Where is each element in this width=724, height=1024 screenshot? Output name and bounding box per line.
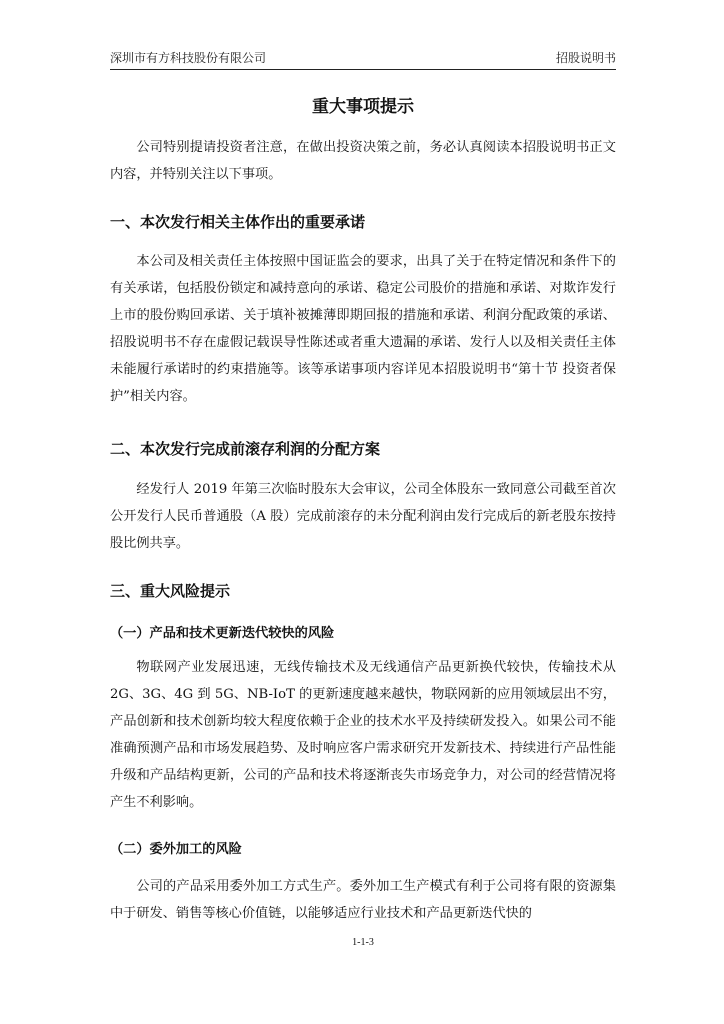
subsection-heading-outsourcing-risk: （二）委外加工的风险 [110, 842, 242, 857]
section-heading-risk-notice: 三、重大风险提示 [110, 582, 231, 600]
intro-paragraph: 公司特别提请投资者注意，在做出投资决策之前，务必认真阅读本招股说明书正文内容，并特别关注以下事项。 [110, 140, 616, 182]
header-divider [110, 69, 616, 70]
subsection-body-outsourcing-risk: 公司的产品采用委外加工方式生产。委外加工生产模式有利于公司将有限的资源集中于研发、销售等核心价值链，以能够适应行业技术和产品更新迭代快的 [110, 879, 616, 921]
section-heading-profit-distribution: 二、本次发行完成前滚存利润的分配方案 [110, 440, 381, 458]
header-document-type: 招股说明书 [555, 51, 616, 65]
subsection-body-tech-iteration-risk: 物联网产业发展迅速，无线传输技术及无线通信产品更新换代较快，传输技术从 2G、3G、4G 到 5G、NB-IoT 的更新速度越来越快，物联网新的应用领域层出不穷，产品创新和技术创新均较大程度依赖于企业的技术水平及持续研发投入。如果公司不能准确预测产品和市场发展趋势、及时响应客户需求研究开发新技术、持续进行产品性能升级和产品结构更新，公司的产品和技术将逐渐丧失市场竞争力，对公司的经营情况将产生不利影响。 [110, 660, 616, 810]
page-number: 1-1-3 [352, 937, 374, 948]
section-body-profit-distribution: 经发行人 2019 年第三次临时股东大会审议，公司全体股东一致同意公司截至首次公开发行人民币普通股（A 股）完成前滚存的未分配利润由发行完成后的新老股东按持股比例共享。 [110, 482, 616, 551]
document-page [110, 0, 616, 1024]
page-title: 重大事项提示 [312, 97, 414, 117]
section-body-commitments: 本公司及相关责任主体按照中国证监会的要求，出具了关于在特定情况和条件下的有关承诺，包括股份锁定和减持意向的承诺、稳定公司股价的措施和承诺、对欺诈发行上市的股份购回承诺、关于填补被摊薄即期回报的措施和承诺、利润分配政策的承诺、招股说明书不存在虚假记载误导性陈述或者重大遗漏的承诺、发行人以及相关责任主体未能履行承诺时的约束措施等。该等承诺事项内容详见本招股说明书“第十节 投资者保护”相关内容。 [110, 254, 616, 404]
running-header [110, 48, 616, 68]
header-company-name: 深圳市有方科技股份有限公司 [110, 51, 267, 65]
section-heading-commitments: 一、本次发行相关主体作出的重要承诺 [110, 213, 366, 231]
subsection-heading-tech-iteration-risk: （一）产品和技术更新迭代较快的风险 [110, 626, 335, 641]
